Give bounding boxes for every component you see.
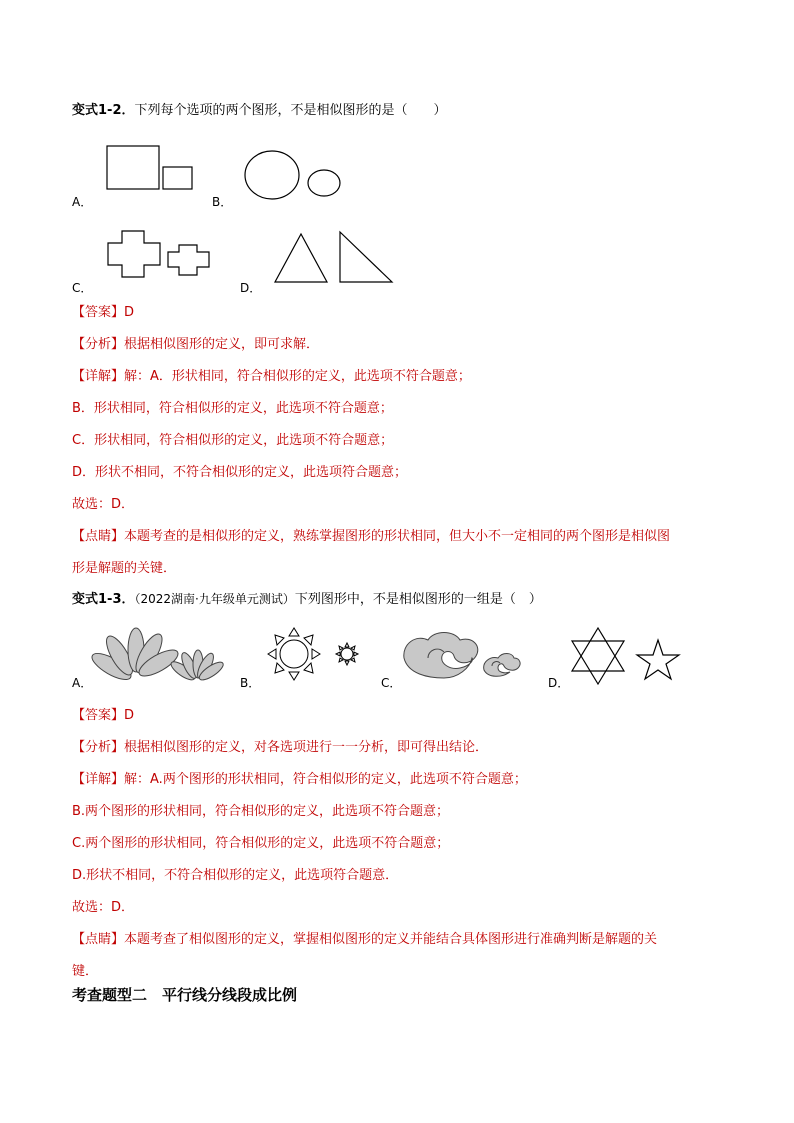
analysis-line xyxy=(72,336,319,354)
detail-line: D.形状不相同，不符合相似形的定义，此选项符合题意． xyxy=(72,868,399,883)
detail-line: 故选：D． xyxy=(72,900,135,915)
answer-line xyxy=(72,707,134,725)
answer-line xyxy=(72,304,134,322)
detail-line: C.两个图形的形状相同，符合相似形的定义，此选项不符合题意； xyxy=(72,836,450,851)
detail-line: C．形状相同，符合相似形的定义，此选项不符合题意； xyxy=(72,433,394,448)
option-d-stars-figure xyxy=(568,624,688,688)
detail-line: B．形状相同，符合相似形的定义，此选项不符合题意； xyxy=(72,401,393,416)
question-prefix: 变式1-3． xyxy=(72,592,135,607)
detail-text: 解：A.两个图形的形状相同，符合相似形的定义，此选项不符合题意； xyxy=(124,772,527,787)
detail-line: 故选：D． xyxy=(72,497,135,512)
detail-line xyxy=(72,368,471,386)
detail-tag: 【详解】 xyxy=(72,772,125,787)
detail-line xyxy=(72,771,527,789)
comment-line: 形是解题的关键． xyxy=(72,561,177,576)
comment-line xyxy=(72,931,657,949)
option-c-cloud-figure xyxy=(398,628,528,684)
option-c-label: C． xyxy=(72,281,93,295)
answer-tag: 【答案】 xyxy=(72,708,125,723)
option-a-label: A． xyxy=(72,676,93,690)
question-prefix: 变式1-2． xyxy=(72,103,135,118)
option-b-ellipses-figure xyxy=(240,145,350,205)
detail-tag: 【详解】 xyxy=(72,369,125,384)
option-a-label: A． xyxy=(72,195,93,209)
comment-tag: 【点睛】 xyxy=(72,932,125,947)
comment-text: 本题考查了相似图形的定义，掌握相似图形的定义并能结合具体图形进行准确判断是解题的关 xyxy=(124,932,658,947)
option-d-triangles-figure xyxy=(270,228,400,288)
analysis-tag: 【分析】 xyxy=(72,337,125,352)
option-c-crosses-figure xyxy=(100,225,220,285)
question-text: 下列每个选项的两个图形，不是相似图形的是（ ） xyxy=(134,103,447,118)
analysis-text: 根据相似图形的定义，即可求解． xyxy=(124,337,320,352)
analysis-line xyxy=(72,739,488,757)
comment-text: 本题考查的是相似形的定义，熟练掌握图形的形状相同，但大小不一定相同的两个图形是相似图 xyxy=(124,529,671,544)
option-a-rectangles-figure xyxy=(100,140,200,196)
comment-line xyxy=(72,528,670,546)
detail-line: D．形状不相同，不符合相似形的定义，此选项符合题意； xyxy=(72,465,408,480)
comment-line: 键． xyxy=(72,964,99,979)
question-source: （2022湖南·九年级单元测试） xyxy=(134,592,295,606)
option-b-sun-figure xyxy=(260,624,370,684)
question-1-2 xyxy=(72,102,447,120)
option-b-label: B． xyxy=(212,195,233,209)
section-heading: 考查题型二 平行线分线段成比例 xyxy=(72,986,298,1004)
question-1-3 xyxy=(72,590,542,609)
detail-line: B.两个图形的形状相同，符合相似形的定义，此选项不符合题意； xyxy=(72,804,450,819)
detail-text: 解：A．形状相同，符合相似形的定义，此选项不符合题意； xyxy=(124,369,471,384)
answer-value: D xyxy=(124,305,135,320)
analysis-text: 根据相似图形的定义，对各选项进行一一分析，即可得出结论． xyxy=(124,740,489,755)
comment-tag: 【点睛】 xyxy=(72,529,125,544)
option-b-label: B． xyxy=(240,676,261,690)
question-text: 下列图形中，不是相似图形的一组是（ ） xyxy=(294,592,542,607)
option-d-label: D． xyxy=(240,281,262,295)
option-c-label: C． xyxy=(381,676,402,690)
option-a-shell-figure xyxy=(92,624,232,684)
option-d-label: D． xyxy=(548,676,570,690)
analysis-tag: 【分析】 xyxy=(72,740,125,755)
answer-value: D xyxy=(124,708,135,723)
answer-tag: 【答案】 xyxy=(72,305,125,320)
